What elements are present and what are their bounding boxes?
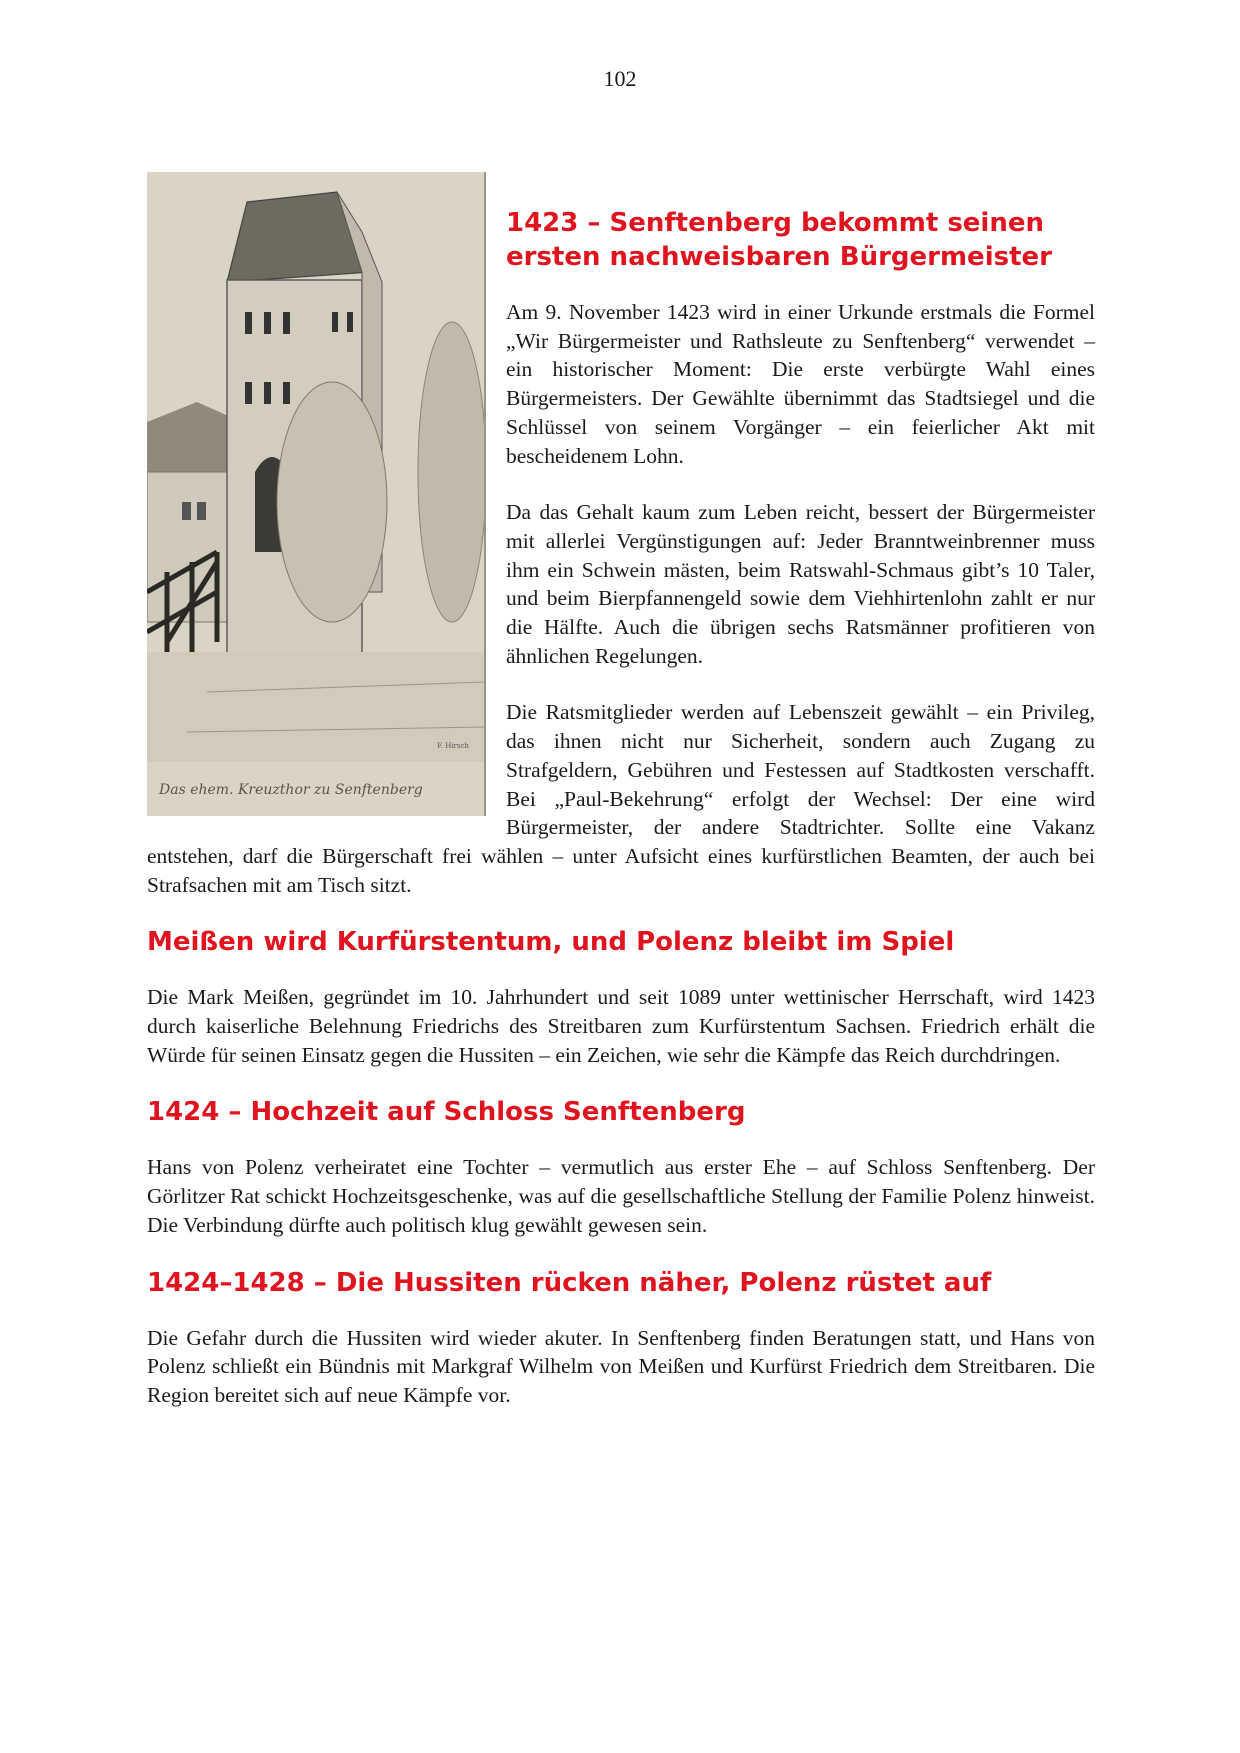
heading-1424-hochzeit: 1424 – Hochzeit auf Schloss Senftenberg (147, 1097, 746, 1128)
heading-meissen-kurfuerstentum: Meißen wird Kurfürstentum, und Polenz bleibt im Spiel (147, 927, 955, 958)
paragraph: Hans von Polenz verheiratet eine Tochter – vermutlich aus erster Ehe – auf Schloss Senftenberg. Der Görlitzer Rat schickt Hochzeitsgeschenke, was auf die gesellschaftliche Stellung der Familie Polenz hinweist. Die Verbindung dürfte auch politisch klug gewählt gewesen sein. (147, 1155, 1095, 1237)
document-body (147, 172, 1095, 1410)
figure-caption: Das ehem. Kreuzthor zu Senftenberg (159, 782, 423, 798)
paragraph: Die Mark Meißen, gegründet im 10. Jahrhundert und seit 1089 unter wettinischer Herrschaft, wird 1423 durch kaiserliche Belehnung Friedrichs des Streitbaren zum Kurfürstentum Sachsen. Friedrich erhält die Würde für seinen Einsatz gegen die Hussiten – ein Zeichen, wie sehr die Kämpfe das Reich durchdringen. (147, 985, 1095, 1067)
paragraph: Die Gefahr durch die Hussiten wird wieder akuter. In Senftenberg finden Beratungen statt, und Hans von Polenz schließt ein Bündnis mit Markgraf Wilhelm von Meißen und Kurfürst Friedrich dem Streitbaren. Die Region bereitet sich auf neue Kämpfe vor. (147, 1325, 1095, 1407)
gate-tower-illustration (147, 172, 486, 816)
page-number: 102 (603, 66, 637, 91)
heading-1424-1428-hussiten: 1424–1428 – Die Hussiten rücken näher, Polenz rüstet auf (147, 1267, 992, 1298)
paragraph: Die Ratsmitglieder werden auf Lebenszeit gewählt – ein Privileg, das ihnen nicht nur Sicherheit, sondern auch Zugang zu Strafgeldern, Gebühren und Festessen auf Stadtkosten verschafft. Bei „Paul-Bekehrung“ erfolgt der Wechsel: Der eine wird Bürgermeister, der andere Stadtrichter. Sollte eine Vakanz entstehen, darf die Bürgerschaft frei wählen – unter Aufsicht eines kurfürstlichen Beamten, der auch bei Strafsachen mit am Tisch sitzt. (147, 700, 1095, 897)
artist-mark: F. Hirsch (437, 742, 469, 750)
paragraph: Am 9. November 1423 wird in einer Urkunde erstmals die Formel „Wir Bürgermeister und Rathsleute zu Senftenberg“ verwendet – ein historischer Moment: Die erste verbürgte Wahl eines Bürgermeisters. Der Gewählte übernimmt das Stadtsiegel und die Schlüssel von seinem Vorgänger – ein feierlicher Akt mit bescheidenem Lohn. (506, 300, 1095, 468)
paragraph: Da das Gehalt kaum zum Leben reicht, bessert der Bürgermeister mit allerlei Vergünstigungen auf: Jeder Branntweinbrenner muss ihm ein Schwein mästen, beim Ratswahl-Schmaus gibt’s 10 Taler, und beim Bierpfannengeld sowie dem Viehhirtenlohn zahlt er nur die Hälfte. Auch die übrigen sechs Ratsmänner profitieren von ähnlichen Regelungen. (506, 500, 1095, 668)
heading-1423-buergermeister: 1423 – Senftenberg bekommt seinen ersten nachweisbaren Bürgermeister (506, 208, 1052, 272)
